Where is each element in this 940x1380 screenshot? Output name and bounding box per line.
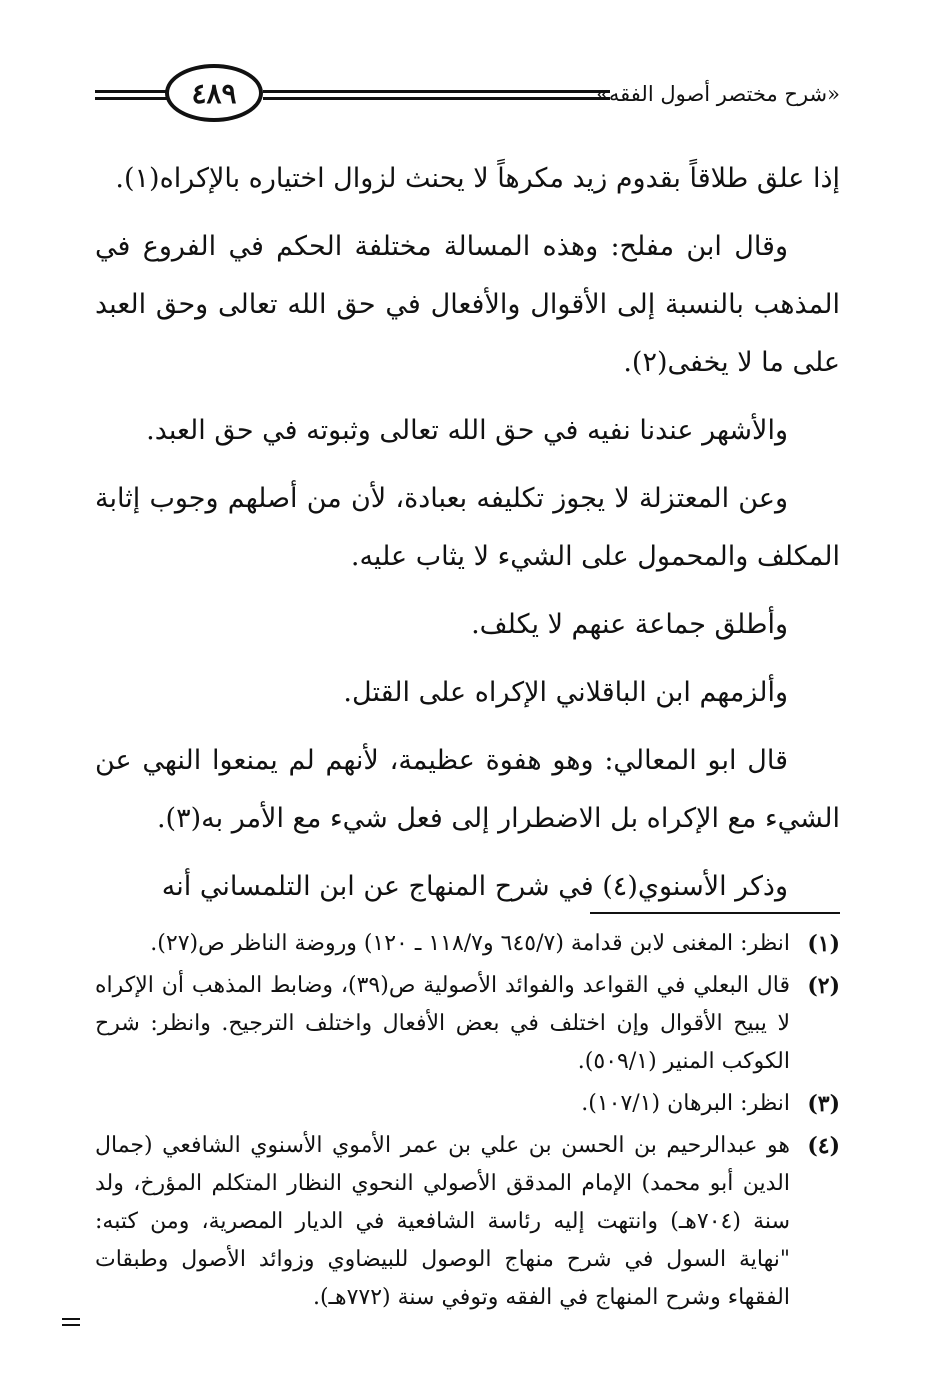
footnote [95,1127,840,1317]
main-text [95,150,840,926]
header-rule-right [263,90,610,100]
footnote-number: (١) [807,931,840,957]
book-title: «شرح مختصر أصول الفقه» [596,82,840,106]
paragraph: إذا علق طلاقاً بقدوم زيد مكرهاً لا يحنث لزوال اختياره بالإكراه(١). [115,163,840,194]
margin-mark [62,1318,80,1326]
paragraph: والأشهر عندنا نفيه في حق الله تعالى وثبوته في حق العبد. [146,415,788,446]
footnote-text: هو عبدالرحيم بن الحسن بن علي بن عمر الأموي الأسنوي الشافعي (جمال الدين أبو محمد) الإمام المدقق الأصولي النحوي النظار المتكلم المؤرخ، ولد سنة (٧٠٤هـ) وانتهت إليه رئاسة الشافعية في الديار المصرية، ومن كتبه: "نهاية السول في شرح منهاج الوصول للبيضاوي وزوائد الأصول وطبقات الفقهاء وشرح المنهاج في الفقه وتوفي سنة (٧٧٢هـ). [95,1133,790,1310]
paragraph: قال ابو المعالي: وهو هفوة عظيمة، لأنهم لم يمنعوا النهي عن الشيء مع الإكراه بل الاضطرار إلى فعل شيء مع الأمر به(٣). [95,745,840,834]
footnote-number: (٣) [807,1091,840,1117]
page-number: ٤٨٩ [165,64,263,122]
footnote-number: (٢) [807,973,840,999]
footnote [95,1085,840,1123]
page-header [95,62,840,132]
footnotes [95,925,840,1321]
paragraph: وذكر الأسنوي(٤) في شرح المنهاج عن ابن التلمساني أنه [161,871,788,902]
paragraph: وقال ابن مفلح: وهذه المسالة مختلفة الحكم في الفروع في المذهب بالنسبة إلى الأقوال والأفعال في حق الله تعالى وحق العبد على ما لا يخفى(٢). [95,231,840,378]
footnote [95,967,840,1081]
footnote-text: قال البعلي في القواعد والفوائد الأصولية ص(٣٩)، وضابط المذهب أن الإكراه لا يبيح الأقوال وإن اختلف في بعض الأفعال واختلف الترجيح. وانظر: شرح الكوكب المنير (٥٠٩/١). [95,973,790,1074]
footnote-text: انظر: البرهان (١٠٧/١). [581,1091,790,1116]
footnote-divider [590,912,840,914]
paragraph: وألزمهم ابن الباقلاني الإكراه على القتل. [343,677,788,708]
paragraph: وأطلق جماعة عنهم لا يكلف. [471,609,788,640]
footnote-text: انظر: المغنى لابن قدامة (٦٤٥/٧ و١١٨/٧ ـ ١٢٠) وروضة الناظر ص(٢٧). [150,931,790,956]
paragraph: وعن المعتزلة لا يجوز تكليفه بعبادة، لأن من أصلهم وجوب إثابة المكلف والمحمول على الشيء لا يثاب عليه. [95,483,840,572]
footnote [95,925,840,963]
footnote-number: (٤) [807,1133,840,1159]
header-rule-left [95,90,170,100]
